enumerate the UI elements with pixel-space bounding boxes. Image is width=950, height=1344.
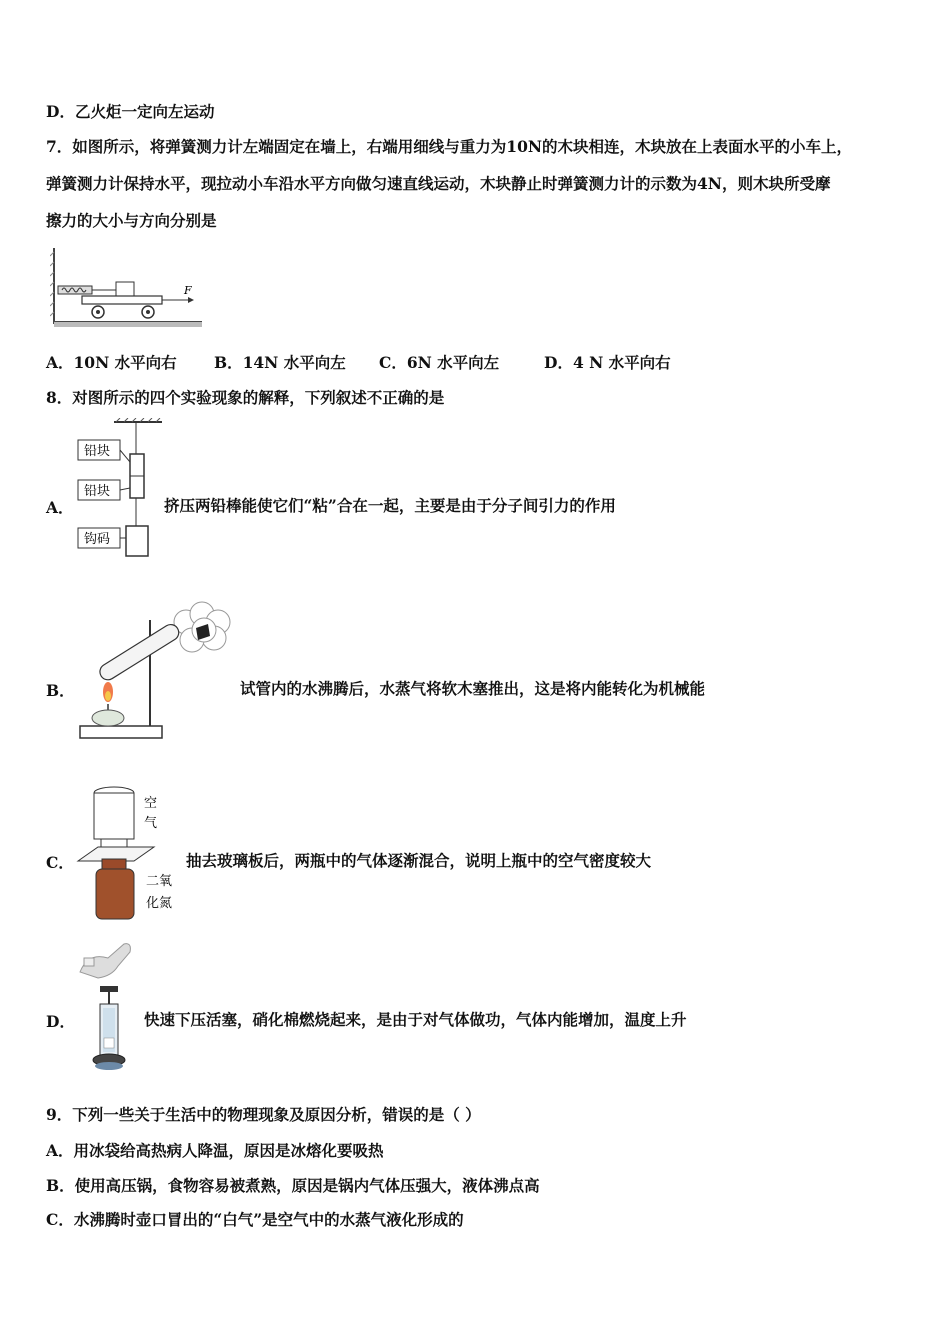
label-air-2: 气 [144,816,158,831]
label-lead-block-1: 铅块 [84,444,111,459]
q8-stem: 8．对图所示的四个实验现象的解释，下列叙述不正确的是 [46,388,445,407]
force-label: F [184,284,192,297]
q8-option-c-text: 抽去玻璃板后，两瓶中的气体逐渐混合，说明上瓶中的空气密度较大 [186,851,652,870]
q7-option-d[interactable]: D．4 N 水平向右 [544,353,671,372]
label-no2-1: 二氧 [146,874,173,889]
q8-gas-bottles-figure [74,783,186,923]
label-lead-block-2: 铅块 [84,484,111,499]
q8-option-a-label[interactable]: A． [46,498,74,517]
q9-option-a[interactable]: A．用冰袋给高热病人降温，原因是冰熔化要吸热 [46,1141,384,1160]
q8-option-b-text: 试管内的水沸腾后，水蒸气将软木塞推出，这是将内能转化为机械能 [240,679,706,698]
q9-stem: 9．下列一些关于生活中的物理现象及原因分析，错误的是（ ） [46,1105,481,1124]
q7-spring-cart-figure [50,246,206,330]
q8-test-tube-figure [74,600,238,746]
q8-option-d-label[interactable]: D． [46,1012,75,1031]
q9-option-b[interactable]: B．使用高压锅，食物容易被煮熟，原因是锅内气体压强大，液体沸点高 [46,1176,540,1195]
q8-lead-blocks-figure [74,418,166,564]
q7-option-c[interactable]: C．6N 水平向左 [379,353,500,372]
q8-option-a-text: 挤压两铅棒能使它们“粘”合在一起，主要是由于分子间引力的作用 [164,496,616,515]
q8-piston-cylinder-figure [74,942,138,1078]
label-air-1: 空 [144,796,158,811]
q8-option-b-label[interactable]: B． [46,681,75,700]
q7-stem-line1: 7．如图所示，将弹簧测力计左端固定在墙上，右端用细线与重力为10N的木块相连，木块放在上表面水平的小车上， [46,137,853,156]
q7-stem-line2: 弹簧测力计保持水平，现拉动小车沿水平方向做匀速直线运动，木块静止时弹簧测力计的示数为4N，则木块所受摩 [46,174,831,193]
q8-option-c-label[interactable]: C． [46,853,74,872]
q9-option-c[interactable]: C．水沸腾时壶口冒出的“白气”是空气中的水蒸气液化形成的 [46,1210,464,1229]
q7-options [46,353,671,373]
label-no2-2: 化氮 [146,896,173,911]
label-hook-weight: 钩码 [84,532,111,547]
q7-option-b[interactable]: B．14N 水平向左 [214,353,346,372]
q7-stem-line3: 擦力的大小与方向分别是 [46,211,217,230]
option-d-prev: D．乙火炬一定向左运动 [46,102,215,121]
q7-option-a[interactable]: A．10N 水平向右 [46,353,177,372]
q8-option-d-text: 快速下压活塞，硝化棉燃烧起来，是由于对气体做功，气体内能增加，温度上升 [144,1010,687,1029]
